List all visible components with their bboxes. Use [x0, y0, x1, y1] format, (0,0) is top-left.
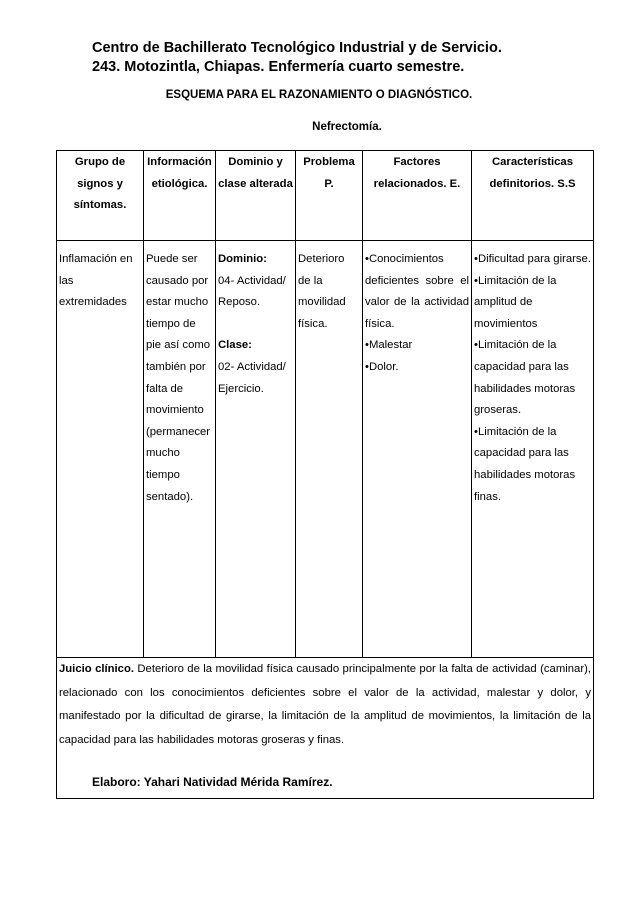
- juicio-text: Deterioro de la movilidad física causado principalmente por la falta de actividad (caminar), relacionado con los conocimientos deficientes sobre el valor de la actividad, malestar y dolor, y manifestado por la dificultad de girarse, la limitación de la amplitud de movimientos, la limitación de la capacidad para las habilidades motoras groseras y finas.: [59, 663, 591, 746]
- caracteristica-item: •Dificultad para girarse.: [474, 253, 591, 265]
- factor-item: •Conocimientos deficientes sobre el valor de la actividad física.: [365, 253, 469, 330]
- header-dominio: Dominio y clase alterada: [216, 151, 296, 241]
- caracteristica-item: •Limitación de la capacidad para las habilidades motoras groseras.: [474, 339, 576, 417]
- cell-informacion: Puede ser causado por estar mucho tiempo de pie así como también por falta de movimiento (permanecer mucho tiempo sentado).: [144, 241, 216, 658]
- cell-dominio: [216, 241, 296, 658]
- factor-item: •Dolor.: [365, 360, 399, 373]
- clase-label: Clase:: [218, 339, 252, 352]
- header-problema: Problema P.: [296, 151, 363, 241]
- header-caracteristicas: Características definitorios. S.S: [472, 151, 594, 241]
- diagnosis-table: [56, 150, 594, 799]
- table-row: [57, 241, 594, 658]
- factor-item: •Malestar: [365, 339, 413, 352]
- caracteristica-item: •Limitación de la capacidad para las habilidades motoras finas.: [474, 425, 576, 503]
- table-header-row: [57, 151, 594, 241]
- cell-caracteristicas: [472, 241, 594, 658]
- header-line-2: 243. Motozintla, Chiapas. Enfermería cuarto semestre.: [92, 59, 465, 75]
- juicio-label: Juicio clínico.: [59, 663, 134, 675]
- cell-signos: Inflamación en las extremidades: [57, 241, 144, 658]
- cell-problema: Deterioro de la movilidad física.: [296, 241, 363, 658]
- cell-factores: [363, 241, 472, 658]
- document-title: ESQUEMA PARA EL RAZONAMIENTO O DIAGNÓSTICO.: [165, 89, 473, 101]
- header-signos: Grupo de signos y síntomas.: [57, 151, 144, 241]
- header-line-1: Centro de Bachillerato Tecnológico Industrial y de Servicio.: [92, 40, 502, 56]
- dominio-value: 04- Actividad/ Reposo.: [218, 274, 286, 309]
- author-footer: Elaboro: Yahari Natividad Mérida Ramírez.: [92, 775, 333, 789]
- dominio-label: Dominio:: [218, 253, 267, 265]
- header-factores: Factores relacionados. E.: [363, 151, 472, 241]
- caracteristica-item: •Limitación de la amplitud de movimientos: [474, 274, 557, 330]
- document-subtitle: Nefrectomía.: [312, 121, 382, 133]
- clase-value: 02- Actividad/ Ejercicio.: [218, 360, 286, 395]
- header-informacion: Información etiológica.: [144, 151, 216, 241]
